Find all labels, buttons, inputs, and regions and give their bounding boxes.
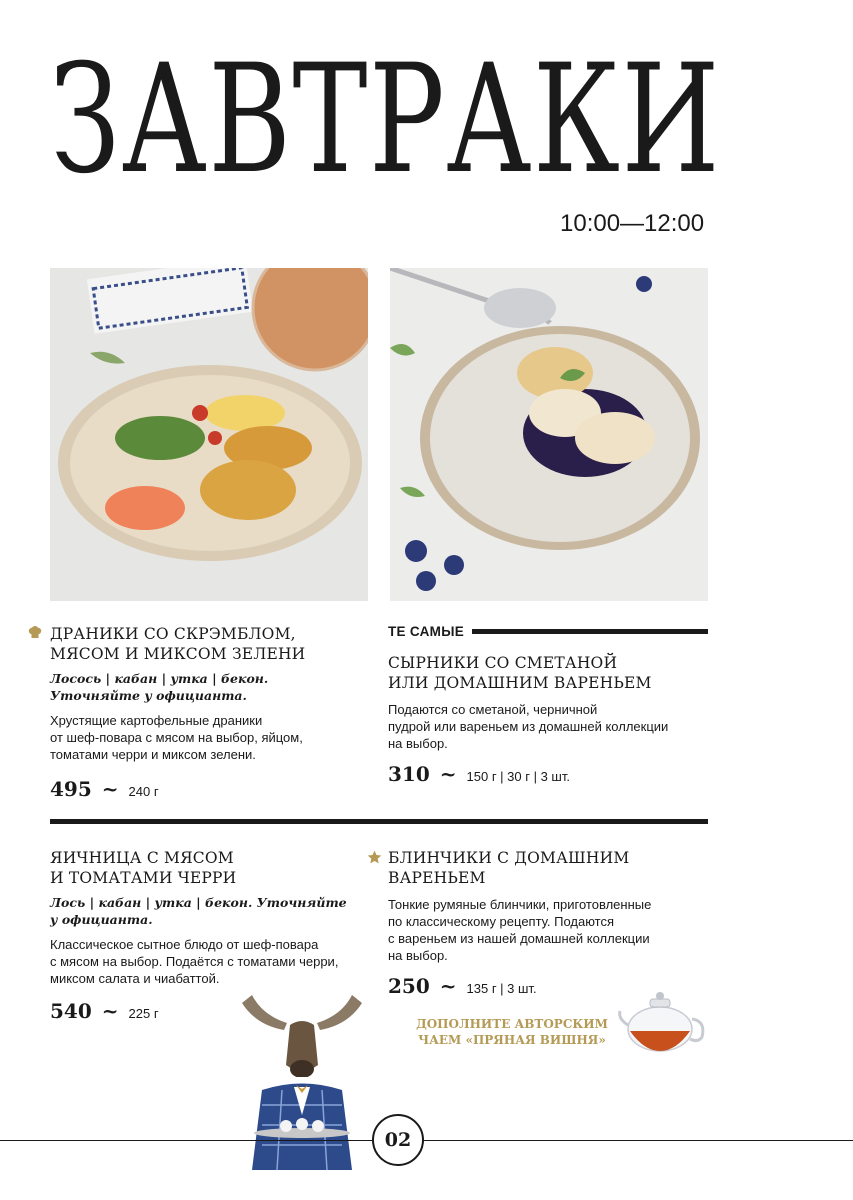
signature-badge: ТЕ САМЫЕ [388,624,465,639]
teapot-icon [616,985,708,1060]
draniki-photo [50,268,368,601]
dish-description: Тонкие румяные блинчики, приготовленные по классическому рецепту. Подаются с вареньем из нашей домашней коллекции на выбор. [388,897,652,963]
price-row [50,777,370,801]
dish-title: ЯИЧНИЦА С МЯСОМ И ТОМАТАМИ ЧЕРРИ [50,849,237,887]
footer-rule [0,1140,853,1141]
dish-options: Лосось | кабан | утка | бекон. Уточняйте у официанта. [50,671,269,703]
tilde-separator: ~ [439,974,457,998]
chef-hat-icon [28,626,42,645]
page-number: 02 [372,1114,424,1166]
dish-description: Подаются со сметаной, черничной пудрой или вареньем из домашней коллекции на выбор. [388,702,669,751]
moose-waiter-illustration [232,985,372,1175]
section-divider [50,819,708,824]
dish-weight: 240 г [128,784,159,799]
dish-draniki [50,624,370,801]
badge-row [388,624,708,639]
dish-syrniki [388,653,718,786]
page-title: ЗАВТРАКИ [50,33,722,207]
dish-title: СЫРНИКИ СО СМЕТАНОЙ ИЛИ ДОМАШНИМ ВАРЕНЬЕМ [388,654,652,692]
badge-rule [472,629,708,634]
dish-title: БЛИНЧИКИ С ДОМАШНИМ ВАРЕНЬЕМ [388,849,630,887]
dish-price: 250 [388,974,430,998]
tea-promo: ДОПОЛНИТЕ АВТОРСКИМ ЧАЕМ «ПРЯНАЯ ВИШНЯ» [416,1017,608,1047]
tilde-separator: ~ [439,762,457,786]
tilde-separator: ~ [101,777,119,801]
dish-price: 495 [50,777,92,801]
dish-options: Лось | кабан | утка | бекон. Уточняйте у официанта. [50,895,347,927]
dish-weight: 135 г | 3 шт. [466,981,537,996]
dish-description: Классическое сытное блюдо от шеф-повара с мясом на выбор. Подаётся с томатами черри, миксом салата и чиабаттой. [50,937,339,986]
dish-weight: 225 г [128,1006,159,1021]
dish-price: 540 [50,999,92,1023]
dish-blinchiki [388,848,718,998]
dish-weight: 150 г | 30 г | 3 шт. [466,769,570,784]
dish-price: 310 [388,762,430,786]
breakfast-hours: 10:00—12:00 [560,210,705,237]
dish-title: ДРАНИКИ СО СКРЭМБЛОМ, МЯСОМ И МИКСОМ ЗЕЛЕНИ [50,625,306,663]
dish-description: Хрустящие картофельные драники от шеф-повара с мясом на выбор, яйцом, томатами черри и миксом зелени. [50,713,303,762]
tilde-separator: ~ [101,999,119,1023]
star-icon [367,850,382,870]
price-row [388,762,718,786]
syrniki-photo [390,268,708,601]
